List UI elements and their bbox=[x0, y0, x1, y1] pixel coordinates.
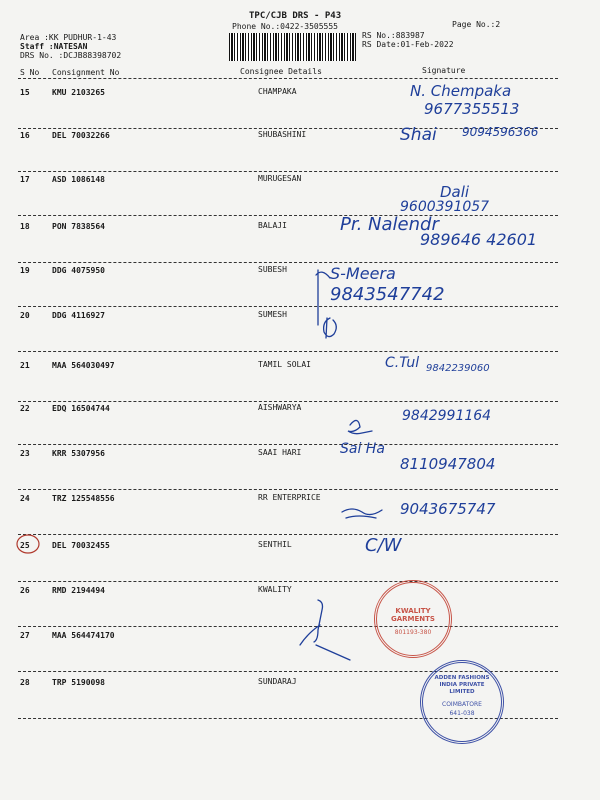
row-consignee: MURUGESAN bbox=[258, 174, 302, 183]
row-consignee: SUBESH bbox=[258, 265, 287, 274]
document-title: TPC/CJB DRS - P43 bbox=[249, 11, 342, 21]
row-consignment: ASD 1086148 bbox=[52, 175, 105, 184]
row-signature-phone: 9842239060 bbox=[426, 363, 490, 374]
row-consignment: TRP 5190098 bbox=[52, 678, 105, 687]
column-consignee: Consignee Details bbox=[240, 67, 322, 76]
row-sno: 16 bbox=[20, 131, 30, 140]
row-consignee: BALAJI bbox=[258, 221, 287, 230]
row-consignment: RMD 2194494 bbox=[52, 586, 105, 595]
row-consignee: SHUBASHINI bbox=[258, 130, 307, 139]
drs-number: DRS No. :DCJB88398702 bbox=[20, 51, 122, 60]
row-signature-phone: 9842991164 bbox=[402, 408, 492, 424]
column-sno: S No bbox=[20, 68, 40, 77]
row-sno: 24 bbox=[20, 494, 30, 503]
row-consignment: TRZ 125548556 bbox=[52, 494, 115, 503]
row-consignee: SAAI HARI bbox=[258, 448, 302, 457]
row-consignee: SUNDARAJ bbox=[258, 677, 297, 686]
row-signature-name: Dali bbox=[440, 183, 470, 201]
row-signature-name: S-Meera bbox=[330, 264, 396, 283]
adden-stamp-city: COIMBATORE bbox=[442, 701, 482, 708]
row-signature-phone: 989646 42601 bbox=[420, 230, 538, 249]
row-signature-name: Sai Ha bbox=[340, 441, 385, 457]
row-consignee: SENTHIL bbox=[258, 540, 292, 549]
phone-number: Phone No.:0422-3505555 bbox=[232, 22, 338, 31]
row-consignee: RR ENTERPRICE bbox=[258, 493, 321, 502]
row-consignment: EDQ 16504744 bbox=[52, 404, 110, 413]
area-label: Area :KK PUDHUR-1-43 bbox=[20, 33, 117, 42]
kwality-stamp-phone: 801193-380 bbox=[394, 629, 432, 636]
row-signature-phone: 9677355513 bbox=[424, 100, 520, 118]
row-sno: 20 bbox=[20, 311, 30, 320]
adden-stamp-pin: 641-038 bbox=[449, 710, 475, 717]
row-consignment: KRR 5307956 bbox=[52, 449, 105, 458]
row-consignment: DEL 70032266 bbox=[52, 131, 110, 140]
row-signature-phone: 9094596366 bbox=[462, 125, 539, 139]
page-number: Page No.:2 bbox=[452, 20, 501, 29]
adden-stamp-text: ADDEN FASHIONS INDIA PRIVATE LIMITED bbox=[434, 675, 490, 695]
rs-date: RS Date:01-Feb-2022 bbox=[362, 40, 454, 49]
row-signature-name: C/W bbox=[365, 535, 402, 556]
row-sno: 21 bbox=[20, 361, 30, 370]
row-sno: 23 bbox=[20, 449, 30, 458]
row-consignment: DDG 4075950 bbox=[52, 266, 105, 275]
row-circle-mark bbox=[17, 535, 39, 553]
adden-stamp bbox=[420, 660, 504, 744]
staff-label: Staff :NATESAN bbox=[20, 42, 88, 51]
row-consignment: KMU 2103265 bbox=[52, 88, 105, 97]
row-consignee: CHAMPAKA bbox=[258, 87, 297, 96]
row-signature-phone: 8110947804 bbox=[400, 455, 496, 473]
row-sno: 17 bbox=[20, 175, 30, 184]
rs-number: RS No.:883987 bbox=[362, 31, 425, 40]
row-consignment: PON 7838564 bbox=[52, 222, 105, 231]
kwality-stamp-text: KWALITY GARMENTS bbox=[391, 607, 435, 623]
row-sno: 28 bbox=[20, 678, 30, 687]
row-sno: 27 bbox=[20, 631, 30, 640]
row-sno: 19 bbox=[20, 266, 30, 275]
row-sno: 18 bbox=[20, 222, 30, 231]
row-consignment: MAA 564030497 bbox=[52, 361, 115, 370]
row-consignee: KWALITY bbox=[258, 585, 292, 594]
row-consignee: SUMESH bbox=[258, 310, 287, 319]
row-signature-name: Shai bbox=[400, 125, 437, 145]
row-consignment: DEL 70032455 bbox=[52, 541, 110, 550]
row-consignment: MAA 564474170 bbox=[52, 631, 115, 640]
row-consignee: TAMIL SOLAI bbox=[258, 360, 311, 369]
row-consignment: DDG 4116927 bbox=[52, 311, 105, 320]
row-sno: 25 bbox=[20, 541, 30, 550]
column-consignment: Consignment No bbox=[52, 68, 120, 77]
row-sno: 22 bbox=[20, 404, 30, 413]
kwality-stamp bbox=[374, 580, 452, 658]
row-signature-phone: 9843547742 bbox=[330, 284, 445, 305]
row-signature-phone: 9043675747 bbox=[400, 500, 496, 518]
row-sno: 26 bbox=[20, 586, 30, 595]
row-signature-name: N. Chempaka bbox=[410, 82, 512, 100]
row-signature-phone: 9600391057 bbox=[400, 199, 490, 215]
row-sno: 15 bbox=[20, 88, 30, 97]
row-signature-name: Pr. Nalendr bbox=[340, 214, 439, 235]
row-consignee: AISHWARYA bbox=[258, 403, 302, 412]
row-signature-name: C.Tul bbox=[385, 355, 420, 371]
column-signature: Signature bbox=[422, 66, 466, 75]
